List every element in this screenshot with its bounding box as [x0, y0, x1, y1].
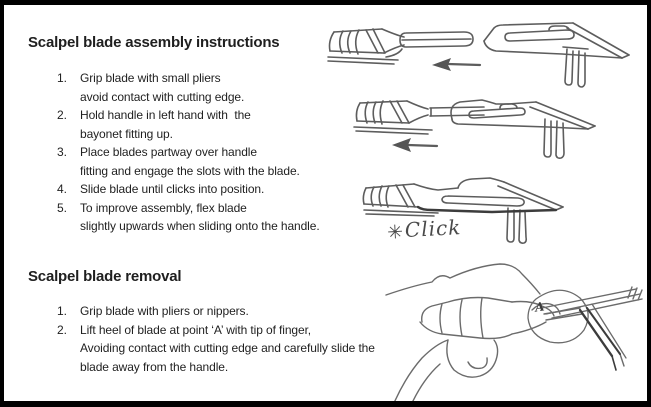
assembly-steps-list	[57, 69, 357, 236]
pliers-jaw	[578, 51, 585, 87]
assembly-step-1	[57, 69, 357, 106]
assembly-step-5	[57, 199, 357, 236]
step-line: blade away from the handle.	[80, 359, 229, 374]
step-line: Grip blade with small pliers	[80, 71, 221, 85]
blade-tip	[612, 356, 616, 370]
blade-slot	[442, 196, 524, 206]
step-line: Place blades partway over handle	[80, 145, 257, 159]
step-line: Avoiding contact with cutting edge and carefully slide the	[80, 341, 375, 355]
cutting-edge	[418, 207, 556, 212]
step-line: bayonet fitting up.	[80, 126, 173, 141]
step-number: 2.	[57, 322, 68, 337]
fingers-outline	[422, 298, 512, 323]
step-line: Hold handle in left hand with the	[80, 108, 251, 122]
step-line: slightly upwards when sliding onto the handle.	[80, 219, 320, 233]
blade-slot	[469, 108, 525, 118]
assembly-step-2	[57, 106, 357, 143]
step-line: avoid contact with cutting edge.	[80, 89, 245, 104]
thumb-outline	[447, 340, 498, 377]
step-number: 3.	[57, 145, 68, 159]
left-arrow-shaft	[448, 64, 480, 65]
assembly-step-4	[57, 180, 357, 199]
blade-slot	[505, 30, 574, 41]
blade-dark-edge	[580, 310, 612, 356]
wrist-line	[394, 340, 448, 403]
pliers-jaw	[556, 121, 564, 158]
bayonet-bar	[430, 107, 484, 108]
click-text: Click	[404, 215, 462, 242]
scalpel-neck	[414, 184, 458, 190]
step-number: 1.	[57, 71, 68, 85]
left-arrow-head	[432, 58, 451, 71]
assembly-title: Scalpel blade assembly instructions	[28, 34, 280, 51]
removal-step-2	[57, 321, 417, 377]
step-number: 4.	[57, 182, 68, 196]
asterisk-star-icon: ✳	[386, 221, 404, 244]
hand-blade-removal-illustration	[384, 258, 648, 404]
point-a-label: A	[534, 299, 546, 315]
step-line: fitting and engage the slots with the blade.	[80, 163, 300, 178]
step-number: 2.	[57, 108, 68, 122]
step-number: 1.	[57, 304, 68, 318]
blade-dark-edge	[587, 308, 620, 354]
step2-blade-partway-illustration	[352, 95, 650, 187]
removal-title: Scalpel blade removal	[28, 268, 182, 285]
step-line: To improve assembly, flex blade	[80, 200, 247, 215]
pliers-jaw	[507, 208, 514, 242]
removal-step-1	[57, 302, 417, 321]
click-annotation	[386, 215, 462, 244]
removal-steps-list	[57, 302, 417, 376]
step-line: Lift heel of blade at point ‘A’ with tip of finger,	[80, 322, 312, 337]
step-line: Slide blade until clicks into position.	[80, 182, 265, 196]
step-number: 5.	[57, 200, 68, 215]
pliers-jaw	[544, 119, 551, 157]
assembly-step-3	[57, 143, 357, 180]
left-arrow-shaft	[408, 145, 437, 146]
pliers-jaw	[519, 210, 526, 243]
step-line: Grip blade with pliers or nippers.	[80, 304, 249, 318]
hand-back-outline	[386, 264, 540, 295]
